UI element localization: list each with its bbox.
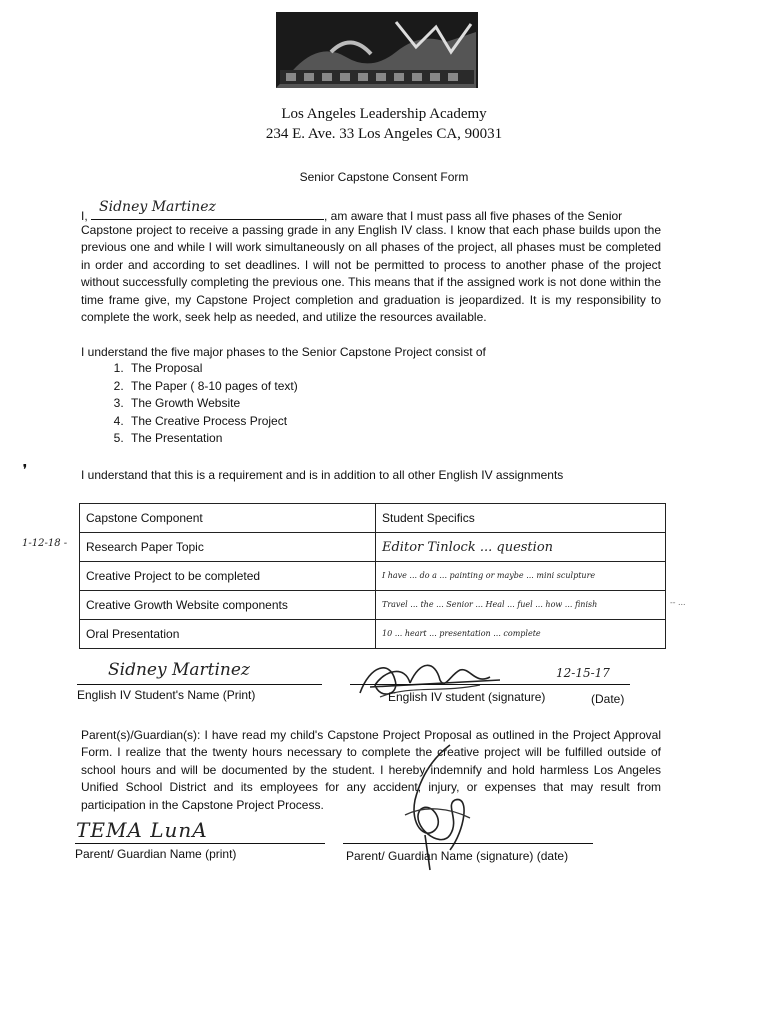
margin-date-note: 1-12-18 - [22,538,68,549]
handwritten-student-date: 12-15-17 [556,666,610,680]
component-cell: Research Paper Topic [80,533,376,562]
handwritten-student-print-name: Sidney Martinez [108,660,250,680]
parent-statement: Parent(s)/Guardian(s): I have read my child's Capstone Project Proposal as outlined in the Project Approval Form. I realize that the twenty hours necessary to complete the creative project will be fulfilled outside of school hours and will be documented by the student. I hereby indemnify and hold harmless Los Angeles Unified School District and its employees for any accident, injury, or expenses that may result from participation in the Capstone Project Process. [81,728,661,812]
specifics-cell: Travel ... the ... Senior ... Heal ... fuel ... how ... finish [376,591,666,620]
specifics-cell: I have ... do a ... painting or maybe ... mini sculpture [376,562,666,591]
intro-paragraph: Capstone project to receive a passing grade in any English IV class. I know that each phase builds upon the previous one and while I will work simultaneously on all phases of the project, all phases must be completed in order and according to set deadlines. I will not be permitted to process to another phase of the project without successfully completing the previous one. This means that if the assigned work is not done within the time frame give, my Capstone Project completion and graduation is jeopardized. It is my responsibility to complete the work, seek help as needed, and utilize the resources available. [81,223,661,325]
table-header: Student Specifics [376,504,666,533]
intro-prefix: I, [81,209,88,223]
student-name-label: English IV Student's Name (Print) [77,688,256,702]
component-cell: Creative Growth Website components [80,591,376,620]
table-row [80,533,666,562]
phase-item: 4. The Creative Process Project [127,413,298,431]
table-header: Capstone Component [80,504,376,533]
student-signature-line [350,684,630,685]
phase-item: 3. The Growth Website [127,395,298,413]
requirement-note: I understand that this is a requirement and is in addition to all other English IV assignments [81,468,564,482]
student-date-label: (Date) [591,692,625,706]
component-cell: Oral Presentation [80,620,376,649]
form-title: Senior Capstone Consent Form [299,170,469,184]
phase-item: 1. The Proposal [127,360,298,378]
margin-mark: ❜ [23,462,27,476]
table-header-row [80,504,666,533]
specifics-cell: 10 ... heart ... presentation ... complete [376,620,666,649]
parent-name-label: Parent/ Guardian Name (print) [75,847,237,861]
parent-name-line [75,843,325,844]
table-row [80,591,666,620]
specifics-cell: Editor Tinlock ... question [376,533,666,562]
table-row [80,562,666,591]
parent-signature-label: Parent/ Guardian Name (signature) (date) [346,849,569,863]
student-name-line [77,684,322,685]
name-blank [91,199,324,220]
school-name: Los Angeles Leadership Academy [281,106,487,122]
intro-after-blank: , am aware that I must pass all five phases of the Senior [324,209,623,223]
margin-note-right: -- ... [670,598,686,607]
logo-image [276,12,478,88]
phases-list [85,360,298,448]
phases-lead: I understand the five major phases to the Senior Capstone Project consist of [81,345,486,359]
handwritten-parent-name: TEMA LunA [76,818,208,842]
table-row [80,620,666,649]
student-signature-label: English IV student (signature) [388,690,546,704]
phase-item: 2. The Paper ( 8-10 pages of text) [127,378,298,396]
school-logo-banner [276,12,478,88]
component-cell: Creative Project to be completed [80,562,376,591]
capstone-table [79,503,666,649]
phase-item: 5. The Presentation [127,430,298,448]
handwritten-student-name: Sidney Martinez [99,199,216,215]
school-address: 234 E. Ave. 33 Los Angeles CA, 90031 [265,126,503,142]
parent-signature-line [343,843,593,844]
